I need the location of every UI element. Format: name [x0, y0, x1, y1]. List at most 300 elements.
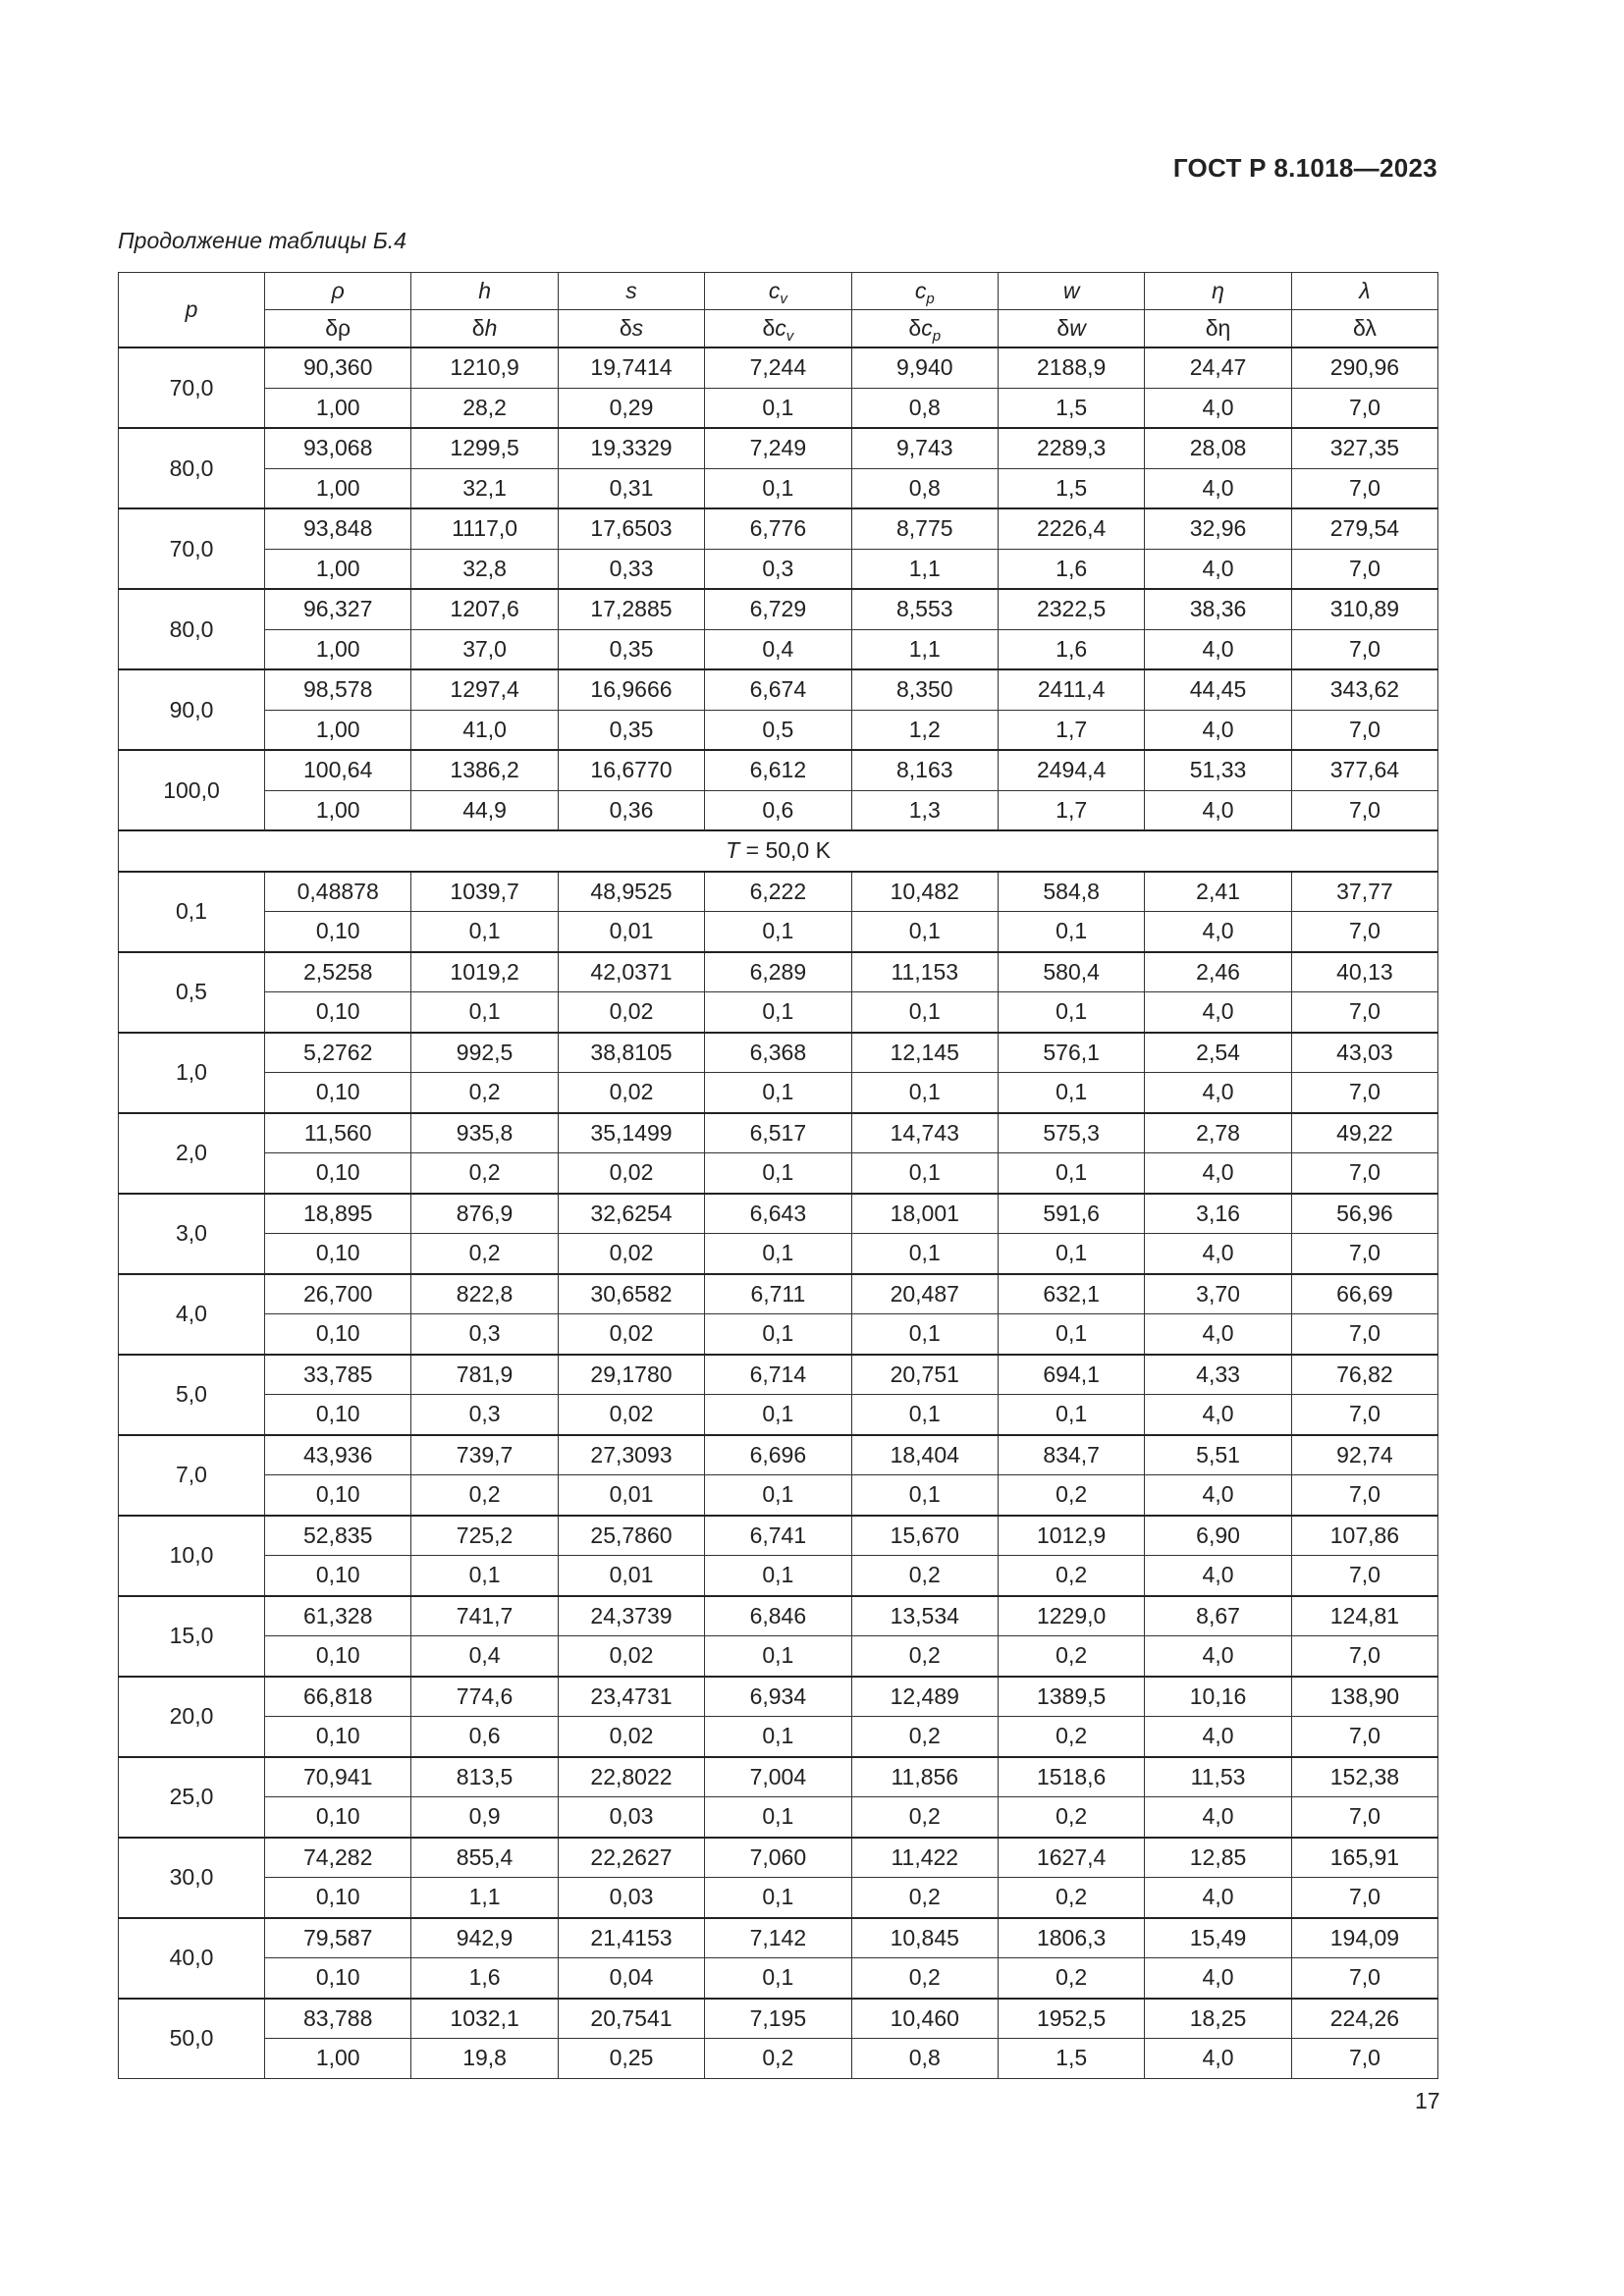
value-cell: 33,785 — [265, 1355, 411, 1395]
pressure-cell: 80,0 — [119, 589, 265, 669]
table-row — [119, 1395, 1438, 1435]
value-cell: 6,643 — [705, 1194, 851, 1234]
value-cell: 591,6 — [998, 1194, 1144, 1234]
uncertainty-cell: 0,2 — [998, 1878, 1144, 1918]
pressure-cell: 70,0 — [119, 508, 265, 589]
table-row — [119, 1516, 1438, 1556]
value-cell: 1039,7 — [411, 872, 558, 912]
uncertainty-cell: 0,1 — [705, 1556, 851, 1596]
uncertainty-cell: 0,1 — [705, 1314, 851, 1355]
header-cell — [1291, 273, 1437, 310]
temperature-symbol: T — [726, 837, 740, 864]
uncertainty-cell: 0,1 — [998, 912, 1144, 952]
uncertainty-cell: 0,01 — [558, 1475, 704, 1516]
table-body — [119, 273, 1438, 2079]
value-cell: 855,4 — [411, 1838, 558, 1878]
header-symbol: η — [1212, 278, 1224, 303]
uncertainty-cell: 1,7 — [998, 710, 1144, 750]
uncertainty-cell: 7,0 — [1291, 1878, 1437, 1918]
value-cell: 44,45 — [1145, 669, 1291, 710]
uncertainty-cell: 0,2 — [998, 1475, 1144, 1516]
header-delta: δ — [619, 315, 632, 341]
uncertainty-cell: 0,35 — [558, 629, 704, 669]
value-cell: 2188,9 — [998, 347, 1144, 388]
uncertainty-cell: 1,6 — [998, 629, 1144, 669]
table-row — [119, 1556, 1438, 1596]
value-cell: 38,8105 — [558, 1033, 704, 1073]
uncertainty-cell: 1,6 — [411, 1958, 558, 1999]
value-cell: 6,696 — [705, 1435, 851, 1475]
uncertainty-cell: 0,2 — [998, 1958, 1144, 1999]
value-cell: 2,5258 — [265, 952, 411, 992]
uncertainty-cell: 0,29 — [558, 388, 704, 428]
table-row — [119, 428, 1438, 468]
uncertainty-cell: 41,0 — [411, 710, 558, 750]
uncertainty-cell: 1,1 — [851, 549, 998, 589]
uncertainty-cell: 0,2 — [851, 1878, 998, 1918]
uncertainty-cell: 0,1 — [851, 1234, 998, 1274]
uncertainty-cell: 0,8 — [851, 468, 998, 508]
header-cell — [998, 310, 1144, 348]
uncertainty-cell: 0,10 — [265, 1395, 411, 1435]
value-cell: 9,743 — [851, 428, 998, 468]
header-cell — [705, 273, 851, 310]
table-row — [119, 1596, 1438, 1636]
header-cell — [1145, 310, 1291, 348]
uncertainty-cell: 0,5 — [705, 710, 851, 750]
pressure-cell: 40,0 — [119, 1918, 265, 1999]
uncertainty-cell: 4,0 — [1145, 1314, 1291, 1355]
value-cell: 16,6770 — [558, 750, 704, 790]
value-cell: 632,1 — [998, 1274, 1144, 1314]
value-cell: 224,26 — [1291, 1999, 1437, 2039]
uncertainty-cell: 0,01 — [558, 1556, 704, 1596]
value-cell: 18,404 — [851, 1435, 998, 1475]
uncertainty-cell: 0,2 — [411, 1234, 558, 1274]
value-cell: 15,670 — [851, 1516, 998, 1556]
value-cell: 138,90 — [1291, 1677, 1437, 1717]
header-symbol: s — [625, 278, 637, 303]
uncertainty-cell: 0,2 — [851, 1717, 998, 1757]
value-cell: 8,67 — [1145, 1596, 1291, 1636]
uncertainty-cell: 0,8 — [851, 2039, 998, 2079]
uncertainty-cell: 0,1 — [705, 992, 851, 1033]
pressure-cell: 90,0 — [119, 669, 265, 750]
uncertainty-cell: 4,0 — [1145, 1797, 1291, 1838]
uncertainty-cell: 4,0 — [1145, 992, 1291, 1033]
pressure-cell: 100,0 — [119, 750, 265, 830]
pressure-cell: 20,0 — [119, 1677, 265, 1757]
uncertainty-cell: 0,1 — [705, 1717, 851, 1757]
value-cell: 83,788 — [265, 1999, 411, 2039]
value-cell: 6,222 — [705, 872, 851, 912]
value-cell: 32,96 — [1145, 508, 1291, 549]
value-cell: 0,48878 — [265, 872, 411, 912]
uncertainty-cell: 7,0 — [1291, 1234, 1437, 1274]
value-cell: 19,7414 — [558, 347, 704, 388]
value-cell: 6,517 — [705, 1113, 851, 1153]
uncertainty-cell: 0,02 — [558, 992, 704, 1033]
table-row — [119, 669, 1438, 710]
uncertainty-cell: 0,03 — [558, 1878, 704, 1918]
header-symbol: p — [185, 296, 198, 322]
value-cell: 10,482 — [851, 872, 998, 912]
uncertainty-cell: 0,10 — [265, 1153, 411, 1194]
uncertainty-cell: 4,0 — [1145, 912, 1291, 952]
uncertainty-cell: 4,0 — [1145, 1556, 1291, 1596]
value-cell: 6,714 — [705, 1355, 851, 1395]
value-cell: 20,751 — [851, 1355, 998, 1395]
uncertainty-cell: 7,0 — [1291, 468, 1437, 508]
header-symbol: w — [1069, 315, 1086, 341]
uncertainty-cell: 1,00 — [265, 790, 411, 830]
value-cell: 27,3093 — [558, 1435, 704, 1475]
value-cell: 3,70 — [1145, 1274, 1291, 1314]
value-cell: 1627,4 — [998, 1838, 1144, 1878]
header-cell — [1291, 310, 1437, 348]
uncertainty-cell: 7,0 — [1291, 710, 1437, 750]
value-cell: 29,1780 — [558, 1355, 704, 1395]
uncertainty-cell: 0,8 — [851, 388, 998, 428]
uncertainty-cell: 37,0 — [411, 629, 558, 669]
value-cell: 1518,6 — [998, 1757, 1144, 1797]
table-row — [119, 508, 1438, 549]
pressure-cell: 7,0 — [119, 1435, 265, 1516]
uncertainty-cell: 1,5 — [998, 468, 1144, 508]
uncertainty-cell: 4,0 — [1145, 790, 1291, 830]
value-cell: 42,0371 — [558, 952, 704, 992]
value-cell: 942,9 — [411, 1918, 558, 1958]
value-cell: 40,13 — [1291, 952, 1437, 992]
value-cell: 152,38 — [1291, 1757, 1437, 1797]
uncertainty-cell: 0,2 — [705, 2039, 851, 2079]
value-cell: 20,7541 — [558, 1999, 704, 2039]
pressure-cell: 10,0 — [119, 1516, 265, 1596]
value-cell: 38,36 — [1145, 589, 1291, 629]
uncertainty-cell: 1,00 — [265, 629, 411, 669]
section-row — [119, 830, 1438, 872]
uncertainty-cell: 1,7 — [998, 790, 1144, 830]
table-row — [119, 1073, 1438, 1113]
value-cell: 43,936 — [265, 1435, 411, 1475]
uncertainty-cell: 1,00 — [265, 388, 411, 428]
uncertainty-cell: 0,1 — [851, 1073, 998, 1113]
value-cell: 49,22 — [1291, 1113, 1437, 1153]
value-cell: 7,249 — [705, 428, 851, 468]
uncertainty-cell: 0,02 — [558, 1073, 704, 1113]
value-cell: 10,16 — [1145, 1677, 1291, 1717]
value-cell: 1032,1 — [411, 1999, 558, 2039]
value-cell: 93,068 — [265, 428, 411, 468]
header-symbol: c — [775, 315, 786, 341]
value-cell: 1806,3 — [998, 1918, 1144, 1958]
uncertainty-cell: 4,0 — [1145, 1475, 1291, 1516]
uncertainty-cell: 0,3 — [705, 549, 851, 589]
value-cell: 194,09 — [1291, 1918, 1437, 1958]
header-symbol: ρ — [331, 278, 345, 303]
value-cell: 12,145 — [851, 1033, 998, 1073]
value-cell: 76,82 — [1291, 1355, 1437, 1395]
uncertainty-cell: 0,10 — [265, 1636, 411, 1677]
header-subscript: p — [932, 328, 942, 345]
table-row — [119, 468, 1438, 508]
uncertainty-cell: 0,3 — [411, 1314, 558, 1355]
value-cell: 165,91 — [1291, 1838, 1437, 1878]
pressure-cell: 4,0 — [119, 1274, 265, 1355]
uncertainty-cell: 0,1 — [705, 1797, 851, 1838]
header-delta: δ — [908, 315, 922, 341]
pressure-cell: 2,0 — [119, 1113, 265, 1194]
pressure-cell: 0,5 — [119, 952, 265, 1033]
header-symbol: c — [768, 278, 781, 303]
header-cell — [411, 310, 558, 348]
header-symbol: c — [921, 315, 933, 341]
table-row — [119, 1274, 1438, 1314]
value-cell: 741,7 — [411, 1596, 558, 1636]
value-cell: 2,41 — [1145, 872, 1291, 912]
uncertainty-cell: 0,10 — [265, 1234, 411, 1274]
pressure-cell: 70,0 — [119, 347, 265, 428]
uncertainty-cell: 1,1 — [851, 629, 998, 669]
uncertainty-cell: 1,1 — [411, 1878, 558, 1918]
uncertainty-cell: 7,0 — [1291, 912, 1437, 952]
value-cell: 834,7 — [998, 1435, 1144, 1475]
value-cell: 18,895 — [265, 1194, 411, 1234]
value-cell: 1297,4 — [411, 669, 558, 710]
value-cell: 74,282 — [265, 1838, 411, 1878]
value-cell: 2411,4 — [998, 669, 1144, 710]
value-cell: 61,328 — [265, 1596, 411, 1636]
uncertainty-cell: 7,0 — [1291, 1395, 1437, 1435]
uncertainty-cell: 4,0 — [1145, 1717, 1291, 1757]
uncertainty-cell: 4,0 — [1145, 1878, 1291, 1918]
value-cell: 11,422 — [851, 1838, 998, 1878]
table-row — [119, 1314, 1438, 1355]
value-cell: 1012,9 — [998, 1516, 1144, 1556]
pressure-cell: 15,0 — [119, 1596, 265, 1677]
table-row — [119, 1475, 1438, 1516]
uncertainty-cell: 0,02 — [558, 1395, 704, 1435]
value-cell: 8,163 — [851, 750, 998, 790]
pressure-cell: 30,0 — [119, 1838, 265, 1918]
uncertainty-cell: 0,1 — [998, 1314, 1144, 1355]
uncertainty-cell: 1,6 — [998, 549, 1144, 589]
uncertainty-cell: 1,5 — [998, 388, 1144, 428]
value-cell: 90,360 — [265, 347, 411, 388]
value-cell: 48,9525 — [558, 872, 704, 912]
uncertainty-cell: 0,1 — [705, 1073, 851, 1113]
table-row — [119, 1234, 1438, 1274]
value-cell: 1117,0 — [411, 508, 558, 549]
table-row — [119, 1033, 1438, 1073]
uncertainty-cell: 0,1 — [851, 992, 998, 1033]
value-cell: 7,244 — [705, 347, 851, 388]
pressure-cell: 3,0 — [119, 1194, 265, 1274]
value-cell: 11,153 — [851, 952, 998, 992]
uncertainty-cell: 0,1 — [998, 1395, 1144, 1435]
value-cell: 8,775 — [851, 508, 998, 549]
value-cell: 327,35 — [1291, 428, 1437, 468]
value-cell: 9,940 — [851, 347, 998, 388]
uncertainty-cell: 7,0 — [1291, 1797, 1437, 1838]
value-cell: 52,835 — [265, 1516, 411, 1556]
value-cell: 6,741 — [705, 1516, 851, 1556]
uncertainty-cell: 0,36 — [558, 790, 704, 830]
uncertainty-cell: 0,1 — [998, 1153, 1144, 1194]
value-cell: 8,553 — [851, 589, 998, 629]
temperature-label — [119, 830, 1438, 872]
uncertainty-cell: 7,0 — [1291, 388, 1437, 428]
table-row — [119, 790, 1438, 830]
value-cell: 24,47 — [1145, 347, 1291, 388]
value-cell: 992,5 — [411, 1033, 558, 1073]
uncertainty-cell: 0,10 — [265, 1475, 411, 1516]
value-cell: 2322,5 — [998, 589, 1144, 629]
value-cell: 107,86 — [1291, 1516, 1437, 1556]
uncertainty-cell: 0,01 — [558, 912, 704, 952]
uncertainty-cell: 0,9 — [411, 1797, 558, 1838]
header-row — [119, 273, 1438, 310]
uncertainty-cell: 0,10 — [265, 1878, 411, 1918]
header-cell — [705, 310, 851, 348]
uncertainty-cell: 7,0 — [1291, 790, 1437, 830]
value-cell: 25,7860 — [558, 1516, 704, 1556]
value-cell: 575,3 — [998, 1113, 1144, 1153]
value-cell: 18,25 — [1145, 1999, 1291, 2039]
table-row — [119, 992, 1438, 1033]
value-cell: 16,9666 — [558, 669, 704, 710]
value-cell: 1210,9 — [411, 347, 558, 388]
value-cell: 725,2 — [411, 1516, 558, 1556]
uncertainty-cell: 0,2 — [851, 1556, 998, 1596]
table-row — [119, 589, 1438, 629]
header-subscript: v — [780, 291, 787, 307]
table-row — [119, 2039, 1438, 2079]
table-row — [119, 750, 1438, 790]
value-cell: 822,8 — [411, 1274, 558, 1314]
header-row — [119, 310, 1438, 348]
uncertainty-cell: 1,00 — [265, 2039, 411, 2079]
value-cell: 28,08 — [1145, 428, 1291, 468]
value-cell: 290,96 — [1291, 347, 1437, 388]
table-row — [119, 1958, 1438, 1999]
uncertainty-cell: 0,4 — [411, 1636, 558, 1677]
header-cell — [851, 273, 998, 310]
value-cell: 3,16 — [1145, 1194, 1291, 1234]
value-cell: 17,6503 — [558, 508, 704, 549]
header-cell — [1145, 273, 1291, 310]
value-cell: 14,743 — [851, 1113, 998, 1153]
header-cell — [411, 273, 558, 310]
uncertainty-cell: 0,1 — [998, 1234, 1144, 1274]
table-row — [119, 1355, 1438, 1395]
value-cell: 2226,4 — [998, 508, 1144, 549]
table-row — [119, 1918, 1438, 1958]
value-cell: 66,818 — [265, 1677, 411, 1717]
uncertainty-cell: 0,1 — [411, 1556, 558, 1596]
uncertainty-cell: 4,0 — [1145, 2039, 1291, 2079]
value-cell: 576,1 — [998, 1033, 1144, 1073]
value-cell: 5,51 — [1145, 1435, 1291, 1475]
uncertainty-cell: 0,02 — [558, 1636, 704, 1677]
uncertainty-cell: 0,1 — [705, 912, 851, 952]
uncertainty-cell: 1,00 — [265, 468, 411, 508]
uncertainty-cell: 0,10 — [265, 1314, 411, 1355]
value-cell: 343,62 — [1291, 669, 1437, 710]
uncertainty-cell: 4,0 — [1145, 1234, 1291, 1274]
temperature-value: = 50,0 K — [739, 837, 831, 864]
uncertainty-cell: 0,1 — [851, 1153, 998, 1194]
uncertainty-cell: 0,2 — [851, 1636, 998, 1677]
uncertainty-cell: 0,04 — [558, 1958, 704, 1999]
uncertainty-cell: 0,2 — [998, 1636, 1144, 1677]
uncertainty-cell: 0,1 — [998, 992, 1144, 1033]
uncertainty-cell: 7,0 — [1291, 1958, 1437, 1999]
value-cell: 37,77 — [1291, 872, 1437, 912]
table-row — [119, 1113, 1438, 1153]
header-subscript: v — [785, 328, 794, 345]
value-cell: 98,578 — [265, 669, 411, 710]
table-caption: Продолжение таблицы Б.4 — [118, 228, 406, 253]
value-cell: 100,64 — [265, 750, 411, 790]
value-cell: 739,7 — [411, 1435, 558, 1475]
table-row — [119, 710, 1438, 750]
value-cell: 17,2885 — [558, 589, 704, 629]
pressure-cell: 80,0 — [119, 428, 265, 508]
value-cell: 79,587 — [265, 1918, 411, 1958]
table-row — [119, 1636, 1438, 1677]
header-delta: δη — [1205, 315, 1231, 341]
header-symbol: w — [1062, 278, 1080, 303]
value-cell: 5,2762 — [265, 1033, 411, 1073]
value-cell: 6,90 — [1145, 1516, 1291, 1556]
uncertainty-cell: 32,1 — [411, 468, 558, 508]
value-cell: 2,46 — [1145, 952, 1291, 992]
value-cell: 11,856 — [851, 1757, 998, 1797]
uncertainty-cell: 0,31 — [558, 468, 704, 508]
header-symbol: λ — [1359, 278, 1371, 303]
uncertainty-cell: 4,0 — [1145, 1958, 1291, 1999]
uncertainty-cell: 0,1 — [851, 1314, 998, 1355]
header-cell — [851, 310, 998, 348]
value-cell: 6,776 — [705, 508, 851, 549]
uncertainty-cell: 0,3 — [411, 1395, 558, 1435]
value-cell: 6,289 — [705, 952, 851, 992]
uncertainty-cell: 1,3 — [851, 790, 998, 830]
header-pressure — [119, 273, 265, 348]
uncertainty-cell: 0,2 — [998, 1556, 1144, 1596]
uncertainty-cell: 32,8 — [411, 549, 558, 589]
uncertainty-cell: 28,2 — [411, 388, 558, 428]
value-cell: 6,368 — [705, 1033, 851, 1073]
uncertainty-cell: 0,2 — [851, 1797, 998, 1838]
value-cell: 11,560 — [265, 1113, 411, 1153]
uncertainty-cell: 1,00 — [265, 710, 411, 750]
uncertainty-cell: 0,02 — [558, 1717, 704, 1757]
uncertainty-cell: 0,1 — [851, 1395, 998, 1435]
header-delta: δ — [1056, 315, 1070, 341]
value-cell: 11,53 — [1145, 1757, 1291, 1797]
uncertainty-cell: 4,0 — [1145, 388, 1291, 428]
uncertainty-cell: 4,0 — [1145, 468, 1291, 508]
uncertainty-cell: 0,10 — [265, 912, 411, 952]
uncertainty-cell: 7,0 — [1291, 1153, 1437, 1194]
value-cell: 2,78 — [1145, 1113, 1291, 1153]
value-cell: 6,846 — [705, 1596, 851, 1636]
table-row — [119, 1194, 1438, 1234]
value-cell: 7,060 — [705, 1838, 851, 1878]
value-cell: 1386,2 — [411, 750, 558, 790]
